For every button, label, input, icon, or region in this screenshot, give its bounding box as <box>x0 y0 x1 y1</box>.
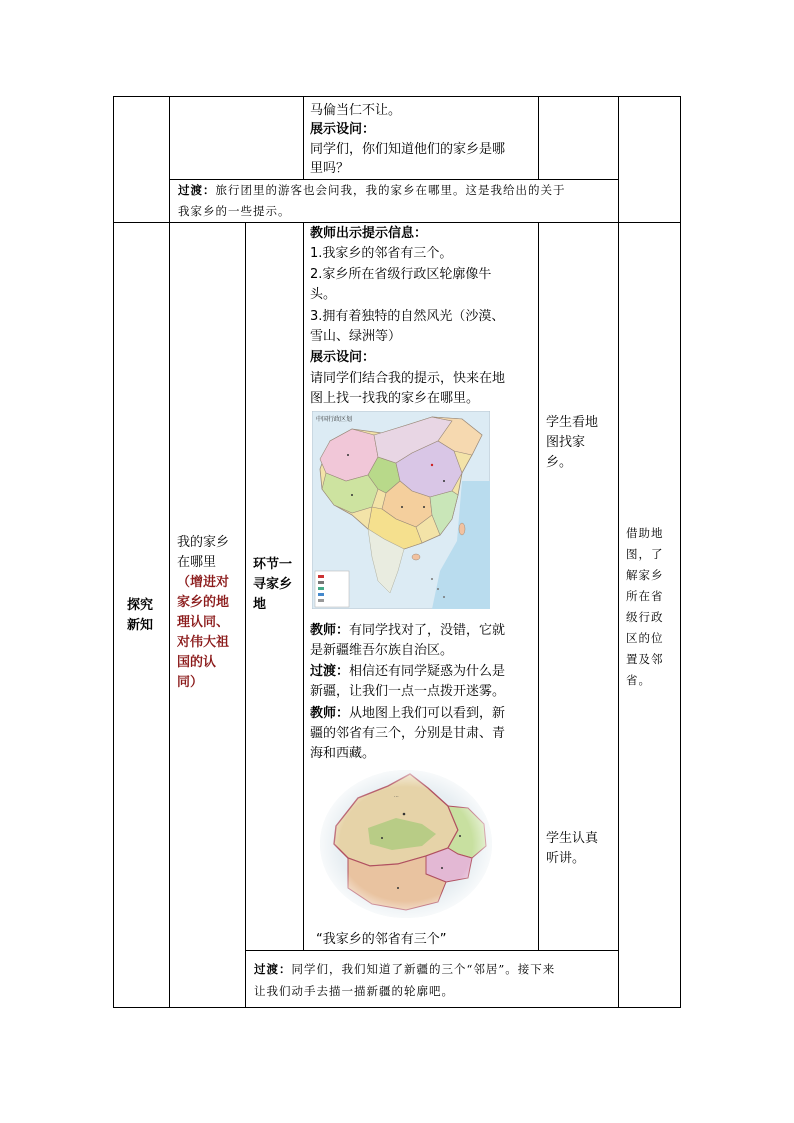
table-border <box>245 950 619 951</box>
hint-label: 教师出示提示信息： <box>310 226 428 241</box>
teacher-explain: 教师：从地图上我们可以看到，新 <box>310 706 506 721</box>
map-title: 中国行政区划 <box>316 416 353 423</box>
transition-line: 新疆，让我们一点一点拨开迷雾。 <box>310 684 506 699</box>
design-intent: 借助地 <box>626 526 664 540</box>
table-border <box>303 96 304 179</box>
design-intent: 所在省 <box>626 589 664 603</box>
table-border <box>680 96 681 1008</box>
teacher-label: 教师： <box>310 706 350 721</box>
table-border <box>303 222 304 950</box>
hint-item: 1.我家乡的邻省有三个。 <box>310 246 453 261</box>
student-activity: 学生看地 <box>546 415 599 430</box>
step-title: 地 <box>253 597 267 612</box>
step-title: 寻家乡 <box>253 577 293 592</box>
topic-goal: （增进对 <box>177 575 230 590</box>
design-intent: 解家乡 <box>626 568 664 582</box>
table-border <box>538 96 539 179</box>
table-border <box>618 96 619 222</box>
topic-goal: 同） <box>177 675 204 690</box>
design-intent: 置及邻 <box>626 652 664 666</box>
topic-goal: 对伟大祖 <box>177 635 230 650</box>
ask-label: 展示设问： <box>310 350 376 365</box>
section-label: 新知 <box>127 618 154 633</box>
teacher-label: 教师： <box>310 623 350 638</box>
ask-text: 请同学们结合我的提示，快来在地 <box>310 371 506 386</box>
hint-item: 头。 <box>310 287 337 302</box>
question-text: 同学们，你们知道他们的家乡是哪 <box>310 142 506 157</box>
step-title: 环节一 <box>253 557 293 572</box>
table-border <box>618 222 619 1008</box>
student-activity: 学生认真 <box>546 831 599 846</box>
table-border <box>113 1007 681 1008</box>
map-caption: “我家乡的邻省有三个” <box>316 932 447 947</box>
table-border <box>538 222 539 950</box>
question-label: 展示设问： <box>310 122 376 137</box>
table-border <box>245 222 246 1008</box>
topic-goal: 国的认 <box>177 655 217 670</box>
student-activity: 听讲。 <box>546 851 586 866</box>
teacher-explain: 疆的邻省有三个，分别是甘肃、青 <box>310 726 506 741</box>
ask-text: 图上找一找我的家乡在哪里。 <box>310 391 480 406</box>
transition-text: 过渡：同学们，我们知道了新疆的三个“邻居”。接下来 <box>254 962 556 976</box>
teacher-explain: 海和西藏。 <box>310 746 376 761</box>
question-text: 里吗？ <box>310 161 350 176</box>
transition-label: 过渡： <box>178 183 216 197</box>
hint-item: 3.拥有着独特的自然风光（沙漠、 <box>310 309 505 324</box>
transition-label: 过渡： <box>254 962 292 976</box>
topic-goal: 家乡的地 <box>177 595 230 610</box>
table-border <box>113 222 681 223</box>
design-intent: 区的位 <box>626 631 664 645</box>
teacher-answer: 教师：有同学找对了，没错，它就 <box>310 623 506 638</box>
design-intent: 级行政 <box>626 610 664 624</box>
xinjiang-map-image <box>318 768 494 920</box>
student-activity: 图找家 <box>546 435 586 450</box>
text-line: 马倫当仁不让。 <box>310 103 402 118</box>
design-intent: 图，了 <box>626 547 664 561</box>
transition-text: 过渡：旅行团里的游客也会问我，我的家乡在哪里。这是我给出的关于 <box>178 183 566 197</box>
transition-text: 我家乡的一些提示。 <box>178 204 291 218</box>
topic-title: 我的家乡 <box>177 535 230 550</box>
design-intent: 省。 <box>626 673 651 687</box>
transition-label: 过渡： <box>310 664 350 679</box>
hint-item: 2.家乡所在省级行政区轮廓像牛 <box>310 267 492 282</box>
table-border <box>113 96 114 1008</box>
table-border <box>169 96 170 1008</box>
china-map-image <box>312 411 490 609</box>
table-border <box>113 96 681 97</box>
student-activity: 乡。 <box>546 455 573 470</box>
transition-line: 过渡：相信还有同学疑惑为什么是 <box>310 664 506 679</box>
hint-item: 雪山、绿洲等） <box>310 329 402 344</box>
topic-title: 在哪里 <box>177 555 217 570</box>
teacher-answer: 是新疆维吾尔族自治区。 <box>310 643 454 658</box>
topic-goal: 理认同、 <box>177 615 230 630</box>
transition-text: 让我们动手去描一描新疆的轮廓吧。 <box>254 984 454 998</box>
section-label: 探究 <box>127 598 154 613</box>
